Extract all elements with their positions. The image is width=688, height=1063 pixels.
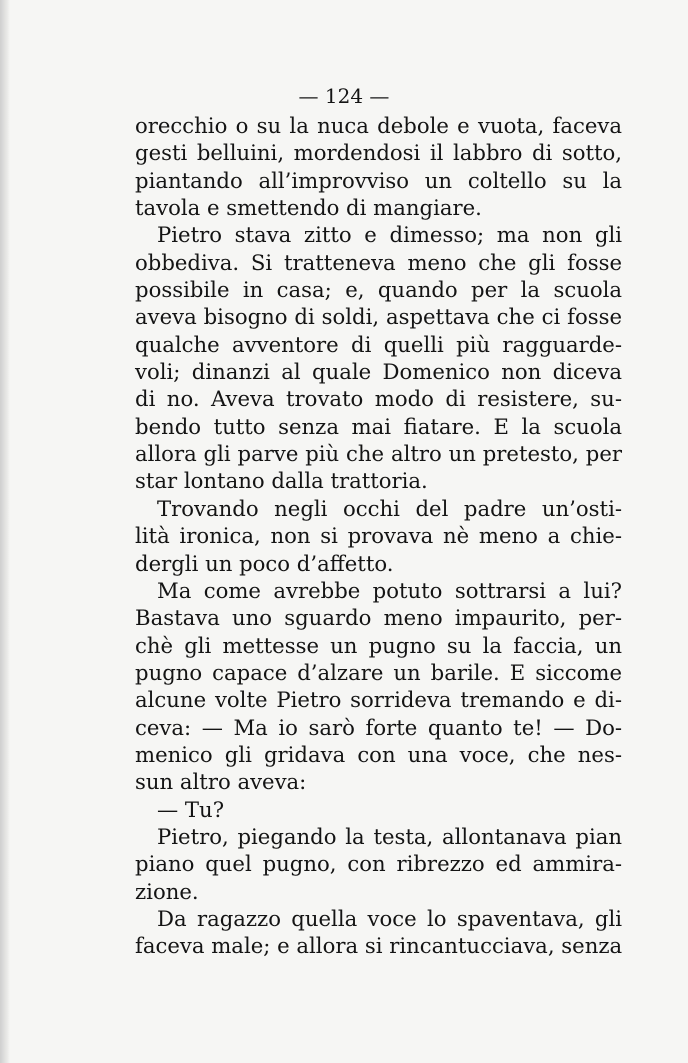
text-line: ceva: — Ma io sarò forte quanto te! — Do-	[135, 714, 622, 740]
text-line: possibile in casa; e, quando per la scuola	[135, 277, 622, 303]
text-line: Ma come avrebbe potuto sottrarsi a lui?	[157, 577, 622, 603]
text-line: zione.	[135, 878, 199, 904]
text-line: tavola e smettendo di mangiare.	[135, 195, 482, 221]
text-line: orecchio o su la nuca debole e vuota, faceva	[135, 113, 622, 138]
text-line: piantando all’improvviso un coltello su la	[135, 167, 622, 193]
text-line: chè gli mettesse un pugno su la faccia, un	[135, 632, 622, 658]
text-line: alcune volte Pietro sorrideva tremando e di-	[135, 687, 622, 713]
text-line: aveva bisogno di soldi, aspettava che ci fosse	[135, 304, 622, 330]
text-line: pugno capace d’alzare un barile. E siccome	[135, 659, 622, 685]
text-line: Pietro, piegando la testa, allontanava pian	[157, 823, 622, 849]
text-line: — Tu?	[157, 796, 225, 822]
page-number: — 124 —	[298, 84, 390, 108]
text-line: Pietro stava zitto e dimesso; ma non gli	[157, 222, 622, 248]
text-line: faceva male; e allora si rincantucciava, senza	[135, 933, 623, 959]
text-line: menico gli gridava con una voce, che nes-	[135, 741, 622, 767]
text-line: piano quel pugno, con ribrezzo ed ammira-	[135, 851, 622, 877]
text-line: di no. Aveva trovato modo di resistere, su-	[135, 386, 622, 412]
text-line: obbediva. Si tratteneva meno che gli fosse	[135, 249, 622, 275]
text-line: lità ironica, non si provava nè meno a chie-	[135, 523, 622, 549]
text-line: Da ragazzo quella voce lo spaventava, gli	[157, 905, 622, 931]
text-line: voli; dinanzi al quale Domenico non diceva	[135, 359, 622, 385]
text-line: gesti belluini, mordendosi il labbro di sotto,	[135, 140, 622, 166]
text-line: star lontano dalla trattoria.	[135, 468, 428, 494]
text-line: bendo tutto senza mai fiatare. E la scuola	[135, 413, 622, 439]
text-line: dergli un poco d’affetto.	[135, 550, 394, 576]
text-line: Trovando negli occhi del padre un’osti-	[157, 495, 622, 521]
text-line: allora gli parve più che altro un pretesto, per	[135, 441, 622, 467]
page-text	[135, 112, 622, 960]
text-line: qualche avventore di quelli più ragguarde-	[135, 331, 622, 357]
spine-shadow	[0, 0, 10, 1063]
text-line: Bastava uno sguardo meno impaurito, per-	[135, 605, 622, 631]
text-line: sun altro aveva:	[135, 769, 307, 795]
